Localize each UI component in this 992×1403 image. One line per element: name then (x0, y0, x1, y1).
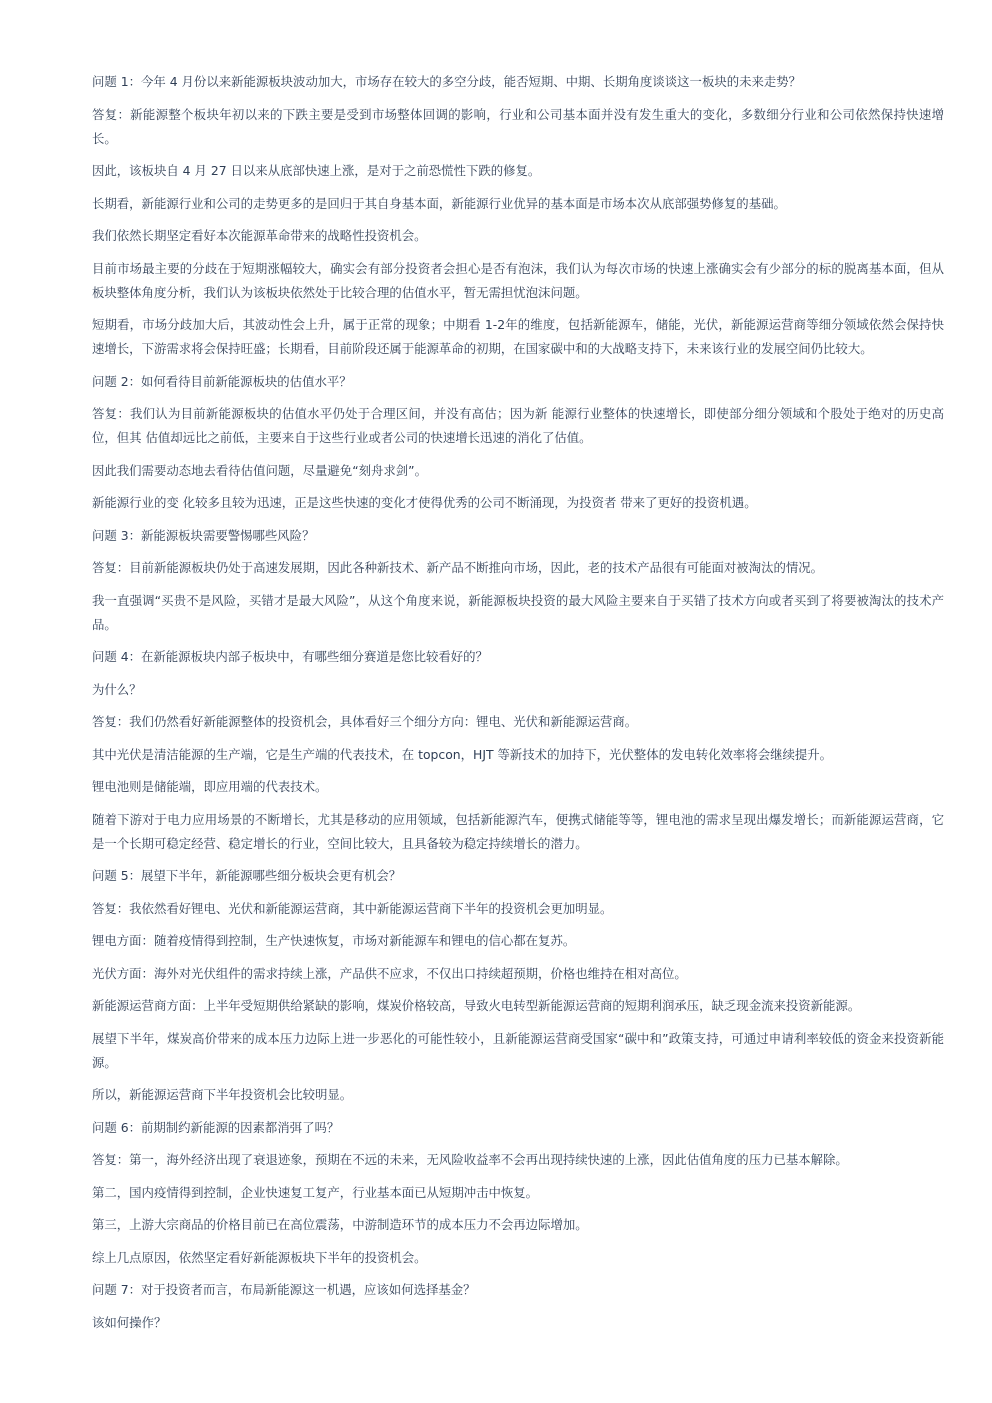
question-4: 问题 4：在新能源板块内部子板块中，有哪些细分赛道是您比较看好的？ (92, 649, 488, 664)
answer-4-paragraph-1: 答复：我们仍然看好新能源整体的投资机会，具体看好三个细分方向：锂电、光伏和新能源运营商。 (92, 714, 638, 729)
answer-2-paragraph-2: 因此我们需要动态地去看待估值问题，尽量避免“刻舟求剑”。 (92, 462, 427, 478)
answer-6-paragraph-1: 答复：第一，海外经济出现了衰退迹象，预期在不远的未来，无风险收益率不会再出现持续快速的上涨，因此估值角度的压力已基本解除。 (92, 1152, 848, 1167)
question-2: 问题 2：如何看待目前新能源板块的估值水平？ (92, 373, 352, 389)
question-1: 问题 1：今年 4 月份以来新能源板块波动加大，市场存在较大的多空分歧，能否短期、中期、长期角度谈谈这一板块的未来走势？ (92, 74, 802, 89)
answer-2-paragraph-3: 新能源行业的变 化较多且较为迅速，正是这些快速的变化才使得优秀的公司不断涌现，为投资者 带来了更好的投资机遇。 (92, 495, 757, 510)
document-body (92, 70, 944, 1343)
answer-6-paragraph-4: 综上几点原因，依然坚定看好新能源板块下半年的投资机会。 (92, 1249, 427, 1265)
question-5: 问题 5：展望下半年，新能源哪些细分板块会更有机会？ (92, 868, 402, 883)
answer-5-paragraph-4: 新能源运营商方面：上半年受短期供给紧缺的影响，煤炭价格较高，导致火电转型新能源运营商的短期利润承压，缺乏现金流来投资新能源。 (92, 998, 861, 1013)
answer-5-paragraph-1: 答复：我依然看好锂电、光伏和新能源运营商，其中新能源运营商下半年的投资机会更加明显。 (92, 900, 613, 916)
question-7-continued: 该如何操作？ (92, 1314, 167, 1330)
answer-3-paragraph-2: 我一直强调“买贵不是风险，买错才是最大风险”，从这个角度来说，新能源板块投资的最大风险主要来自于买错了技术方向或者买到了将要被淘汰的技术产品。 (92, 592, 944, 632)
question-3: 问题 3：新能源板块需要警惕哪些风险？ (92, 527, 315, 543)
answer-1-paragraph-2: 因此，该板块自 4 月 27 日以来从底部快速上涨，是对于之前恐慌性下跌的修复。 (92, 163, 541, 178)
answer-1-paragraph-3: 长期看，新能源行业和公司的走势更多的是回归于其自身基本面，新能源行业优异的基本面是市场本次从底部强势修复的基础。 (92, 195, 786, 211)
answer-4-paragraph-3: 锂电池则是储能端，即应用端的代表技术。 (92, 779, 328, 794)
answer-5-paragraph-2: 锂电方面：随着疫情得到控制，生产快速恢复，市场对新能源车和锂电的信心都在复苏。 (92, 933, 576, 948)
answer-1-paragraph-6: 短期看，市场分歧加大后，其波动性会上升，属于正常的现象；中期看 1-2年的维度，包括新能源车，储能，光伏，新能源运营商等细分领域依然会保持快速增长，下游需求将会保持旺盛；长期看，目前阶段还属于能源革命的初期，在国家碳中和的大战略支持下，未来该行业的发展空间仍比较大。 (92, 317, 944, 356)
answer-5-paragraph-5: 展望下半年，煤炭高价带来的成本压力边际上进一步恶化的可能性较小，且新能源运营商受国家“碳中和”政策支持，可通过申请利率较低的资金来投资新能源。 (92, 1030, 944, 1070)
answer-4-paragraph-4: 随着下游对于电力应用场景的不断增长，尤其是移动的应用领域，包括新能源汽车，便携式储能等等，锂电池的需求呈现出爆发增长；而新能源运营商，它是一个长期可稳定经营、稳定增长的行业，空间比较大，且具备较为稳定持续增长的潜力。 (92, 811, 944, 851)
question-4-continued: 为什么？ (92, 681, 142, 697)
answer-4-paragraph-2: 其中光伏是清洁能源的生产端，它是生产端的代表技术，在 topcon，HJT 等新技术的加持下，光伏整体的发电转化效率将会继续提升。 (92, 746, 833, 762)
question-6: 问题 6：前期制约新能源的因素都消弭了吗？ (92, 1119, 340, 1135)
answer-6-paragraph-3: 第三，上游大宗商品的价格目前已在高位震荡，中游制造环节的成本压力不会再边际增加。 (92, 1217, 588, 1232)
answer-5-paragraph-6: 所以，新能源运营商下半年投资机会比较明显。 (92, 1087, 353, 1102)
answer-6-paragraph-2: 第二，国内疫情得到控制，企业快速复工复产，行业基本面已从短期冲击中恢复。 (92, 1184, 539, 1200)
answer-1-paragraph-4: 我们依然长期坚定看好本次能源革命带来的战略性投资机会。 (92, 228, 427, 243)
answer-5-paragraph-3: 光伏方面：海外对光伏组件的需求持续上涨，产品供不应求，不仅出口持续超预期，价格也维持在相对高位。 (92, 965, 687, 981)
answer-2-paragraph-1: 答复：我们认为目前新能源板块的估值水平仍处于合理区间，并没有高估；因为新 能源行业整体的快速增长，即使部分细分领域和个股处于绝对的历史高位，但其 估值却远比之前低，主要来自于这些行业或者公司的快速增长迅速的消化了估值。 (92, 406, 944, 445)
answer-1-paragraph-1: 答复：新能源整个板块年初以来的下跌主要是受到市场整体回调的影响，行业和公司基本面并没有发生重大的变化，多数细分行业和公司依然保持快速增长。 (92, 106, 944, 146)
question-7: 问题 7：对于投资者而言，布局新能源这一机遇，应该如何选择基金？ (92, 1282, 476, 1297)
answer-1-paragraph-5: 目前市场最主要的分歧在于短期涨幅较大，确实会有部分投资者会担心是否有泡沫，我们认为每次市场的快速上涨确实会有少部分的标的脱离基本面，但从板块整体角度分析，我们认为该板块依然处于比较合理的估值水平，暂无需担忧泡沫问题。 (92, 260, 944, 300)
answer-3-paragraph-1: 答复：目前新能源板块仍处于高速发展期，因此各种新技术、新产品不断推向市场，因此，老的技术产品很有可能面对被淘汰的情况。 (92, 560, 824, 575)
